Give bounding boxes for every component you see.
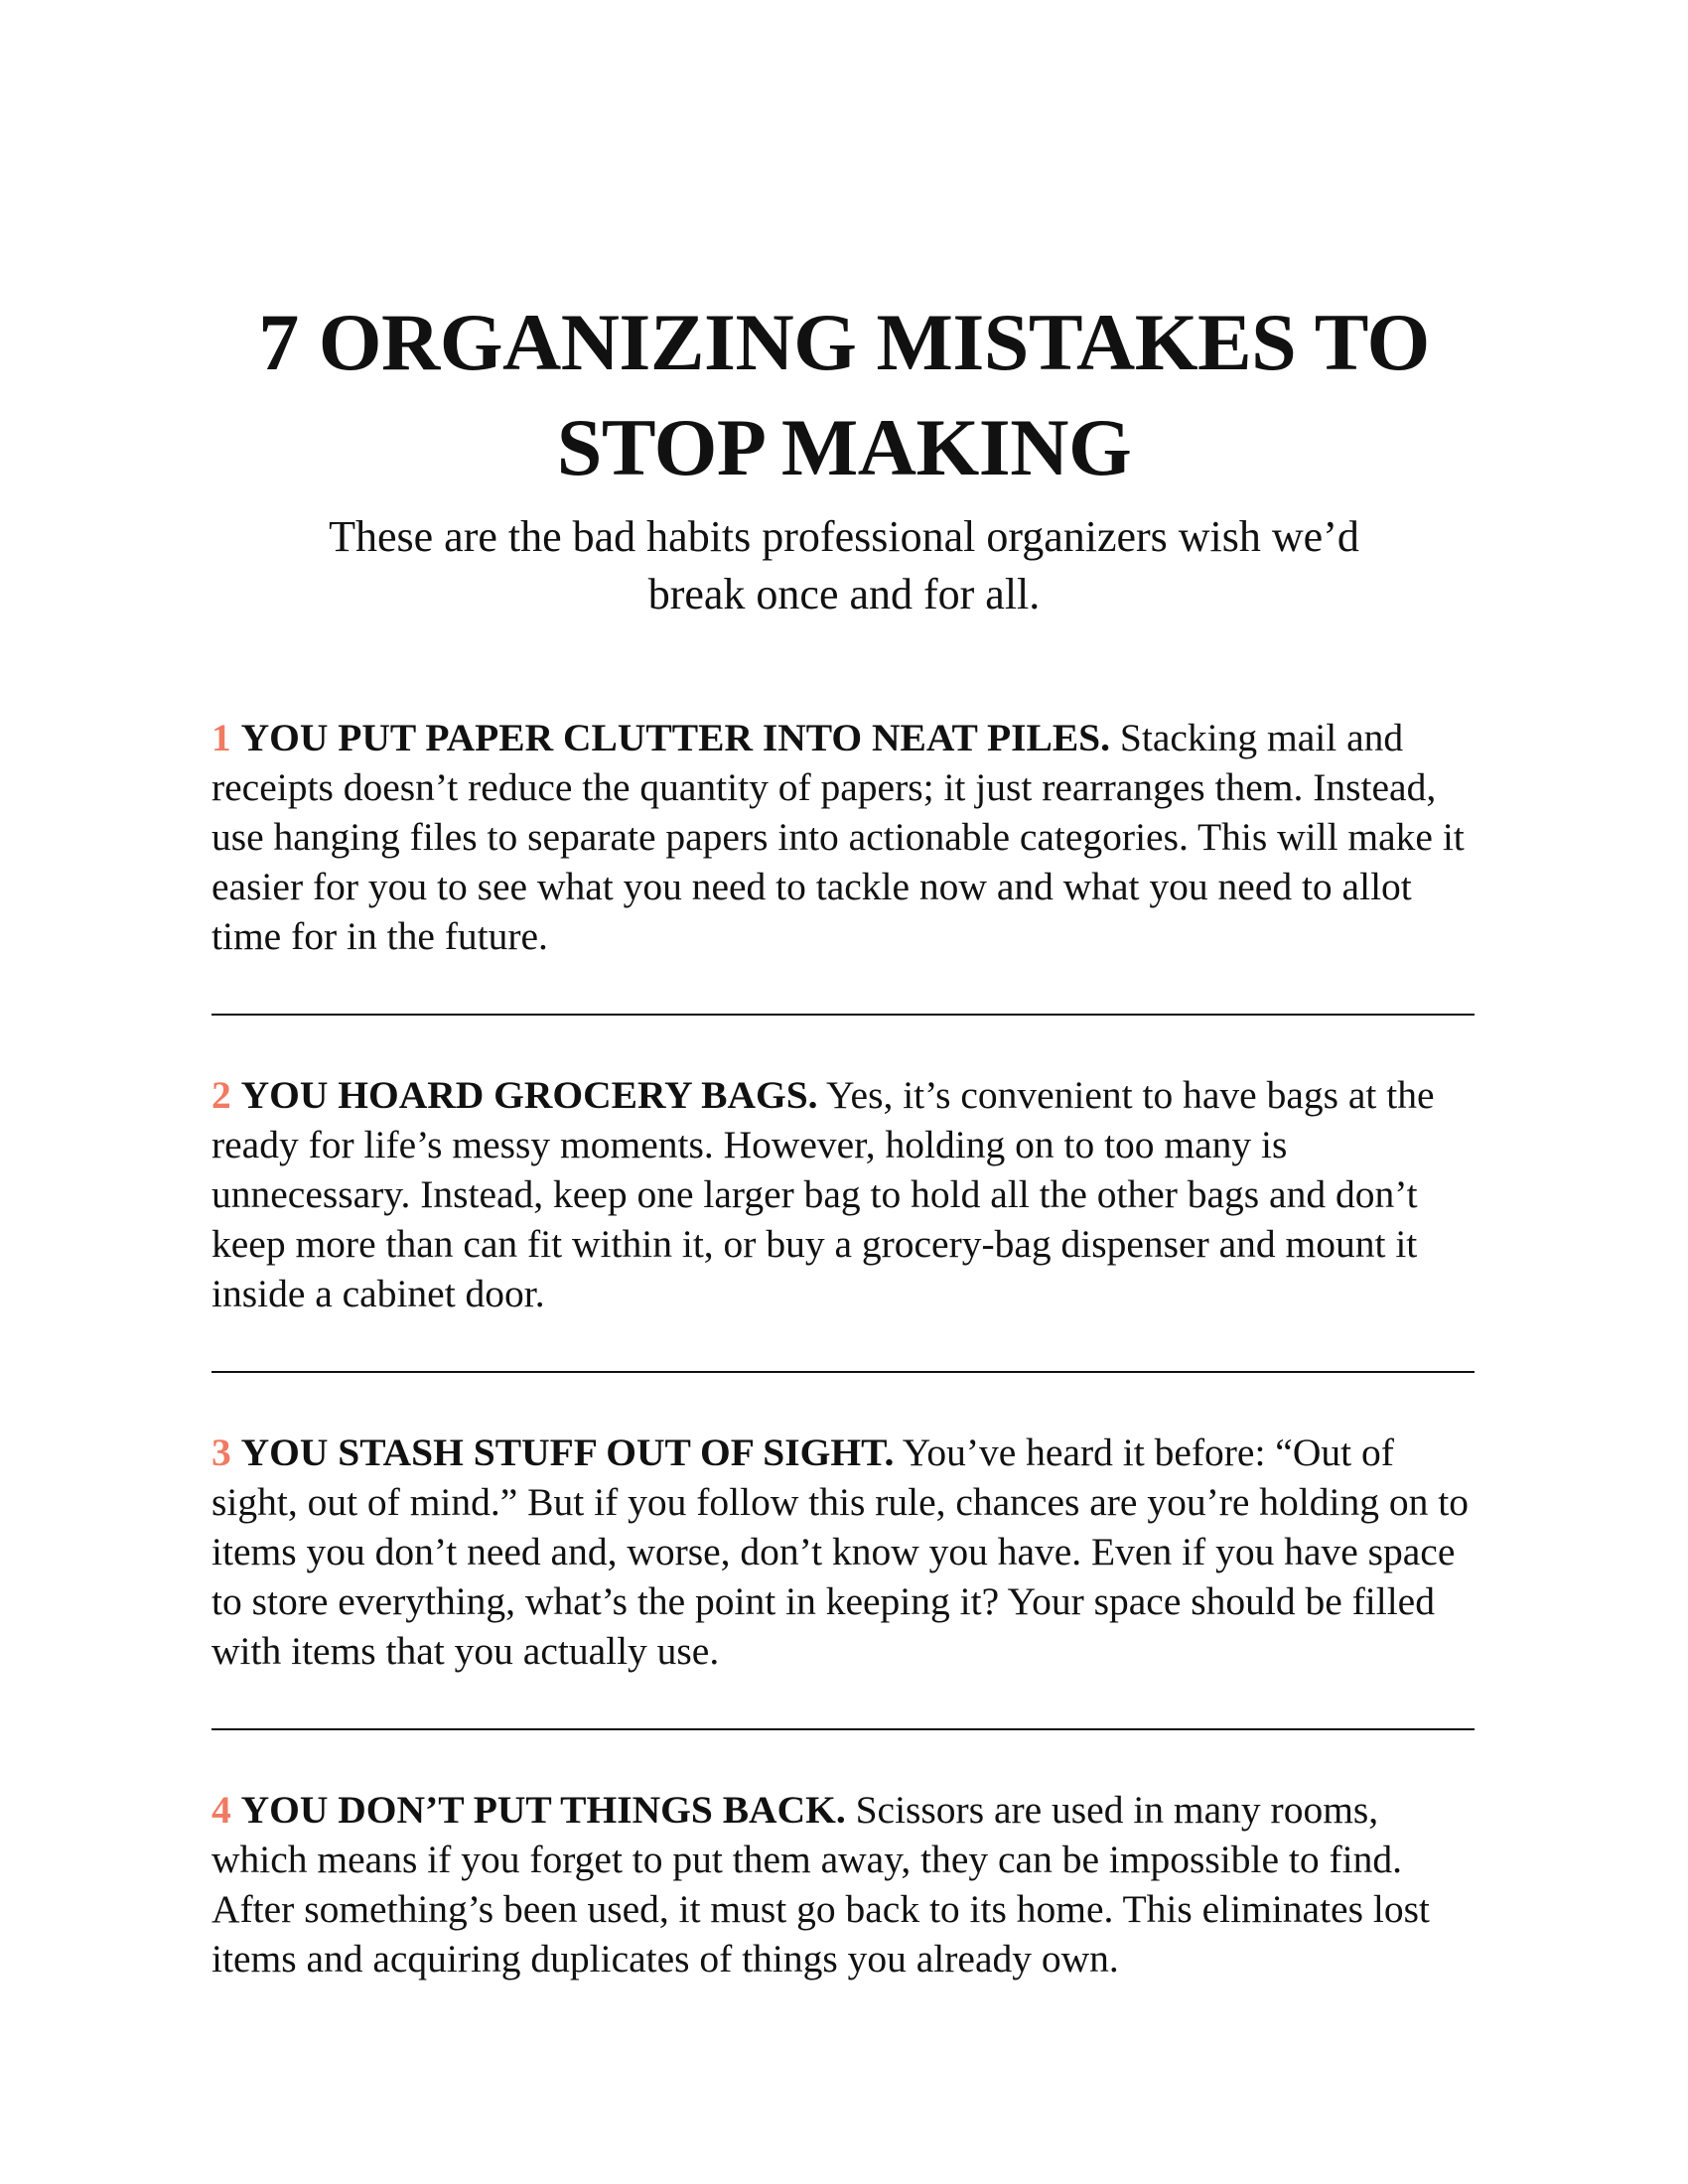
item-body: Yes, it’s convenient to have bags at the ready for life’s messy moments. However, holding on to too many is unnecessary. Instead, keep one larger bag to hold all the other bags and don’t keep more than can fit within it, or buy a grocery-bag dispenser and mount it inside a cabinet door. <box>211 1073 1435 1315</box>
list-item-4 <box>211 1785 1475 1983</box>
item-body: Scissors are used in many rooms, which means if you forget to put them away, they can be impossible to find. After something’s been used, it must go back to its home. This eliminates lost items and acquiring duplicates of things you already own. <box>211 1788 1430 1980</box>
item-number: 2 <box>211 1073 231 1117</box>
divider <box>211 1014 1475 1016</box>
divider <box>211 1371 1475 1373</box>
item-body: You’ve heard it before: “Out of sight, out of mind.” But if you follow this rule, chances are you’re holding on to items you don’t need and, worse, don’t know you have. Even if you have space to store everything, what’s the point in keeping it? Your space should be filled with items that you actually use. <box>211 1431 1469 1673</box>
list-item-1 <box>211 713 1475 961</box>
item-heading: YOU PUT PAPER CLUTTER INTO NEAT PILES. <box>240 716 1111 759</box>
page-title: 7 ORGANIZING MISTAKES TO STOP MAKING <box>258 297 1430 492</box>
item-number: 1 <box>211 716 231 759</box>
item-heading: YOU STASH STUFF OUT OF SIGHT. <box>240 1431 895 1474</box>
mistakes-list <box>211 713 1475 1983</box>
list-item-2 <box>211 1070 1475 1318</box>
item-number: 4 <box>211 1788 231 1832</box>
divider <box>211 1728 1475 1730</box>
item-heading: YOU DON’T PUT THINGS BACK. <box>240 1788 846 1832</box>
item-number: 3 <box>211 1431 231 1474</box>
item-heading: YOU HOARD GROCERY BAGS. <box>240 1073 818 1117</box>
list-item-3 <box>211 1428 1475 1676</box>
page-subtitle: These are the bad habits professional organizers wish we’d break once and for all. <box>329 512 1359 618</box>
item-body: Stacking mail and receipts doesn’t reduce the quantity of papers; it just rearranges them. Instead, use hanging files to separate papers into actionable categories. This will make it easier for you to see what you need to tackle now and what you need to allot time for in the future. <box>211 716 1465 958</box>
